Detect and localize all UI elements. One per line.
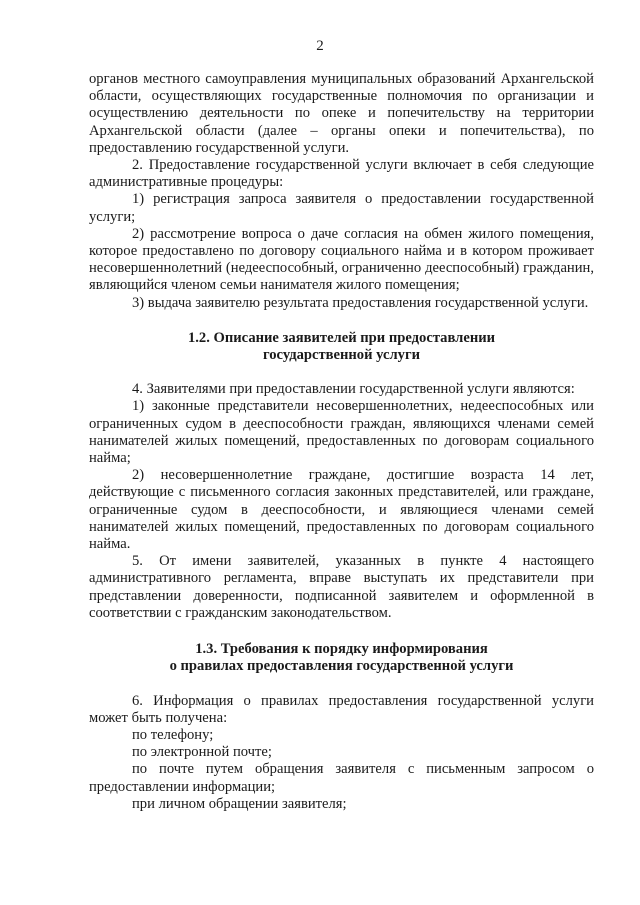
list-item-minors: 2) несовершеннолетние граждане, достигшие возраста 14 лет, действующие с письменного согласия законных представителей, или граждане, ограниченные судом в дееспособности, и являющиеся членами семей нанимателей жилых помещений, предоставленных по договорам социального найма. <box>89 467 594 553</box>
paragraph-item-2: 2. Предоставление государственной услуги включает в себя следующие административные процедуры: <box>89 157 594 191</box>
list-item-legal-representatives: 1) законные представители несовершеннолетних, недееспособных или ограниченных судом в дееспособности граждан, являющихся членами семей нанимателей жилых помещений, предоставленных по договорам социального найма; <box>89 398 594 467</box>
paragraph-item-5: 5. От имени заявителей, указанных в пункте 4 настоящего административного регламента, вправе выступать их представители при представлении доверенности, подписанной заявителем и оформленной в соответствии с гражданским законодательством. <box>89 553 594 621</box>
section-heading-1-3-line-1: 1.3. Требования к порядку информирования <box>195 641 488 658</box>
list-item-email: по электронной почте; <box>132 744 272 761</box>
section-heading-1-3-line-2: о правилах предоставления государственной услуги <box>169 658 514 675</box>
section-heading-1-2-line-2: государственной услуги <box>262 347 421 364</box>
paragraph-item-4: 4. Заявителями при предоставлении государственной услуги являются: <box>132 381 575 398</box>
page-number: 2 <box>316 38 324 54</box>
list-item-post: по почте путем обращения заявителя с письменным запросом о предоставлении информации; <box>89 761 594 795</box>
list-item-in-person: при личном обращении заявителя; <box>132 795 347 812</box>
paragraph-continuation: органов местного самоуправления муниципальных образований Архангельской области, осуществляющих государственные полномочия по организации и осуществлению деятельности по опеке и попечительству на территории Архангельской области (далее – органы опеки и попечительства), по предоставлению государственной услуги. <box>89 71 594 156</box>
list-item-issuance: 3) выдача заявителю результата предоставления государственной услуги. <box>132 294 589 311</box>
list-item-phone: по телефону; <box>132 726 214 743</box>
list-item-registration: 1) регистрация запроса заявителя о предоставлении государственной услуги; <box>89 191 594 225</box>
list-item-consideration: 2) рассмотрение вопроса о даче согласия на обмен жилого помещения, которое предоставлено по договору социального найма и в котором проживает несовершеннолетний (недееспособный, ограниченно дееспособный) гражданин, являющийся членом семьи нанимателя жилого помещения; <box>89 225 594 294</box>
section-heading-1-2 <box>89 330 594 364</box>
paragraph-item-6: 6. Информация о правилах предоставления государственной услуги может быть получена: <box>89 692 594 726</box>
document-body <box>89 71 594 813</box>
section-heading-1-3 <box>89 641 594 675</box>
section-heading-1-2-line-1: 1.2. Описание заявителей при предоставлении <box>187 329 496 346</box>
